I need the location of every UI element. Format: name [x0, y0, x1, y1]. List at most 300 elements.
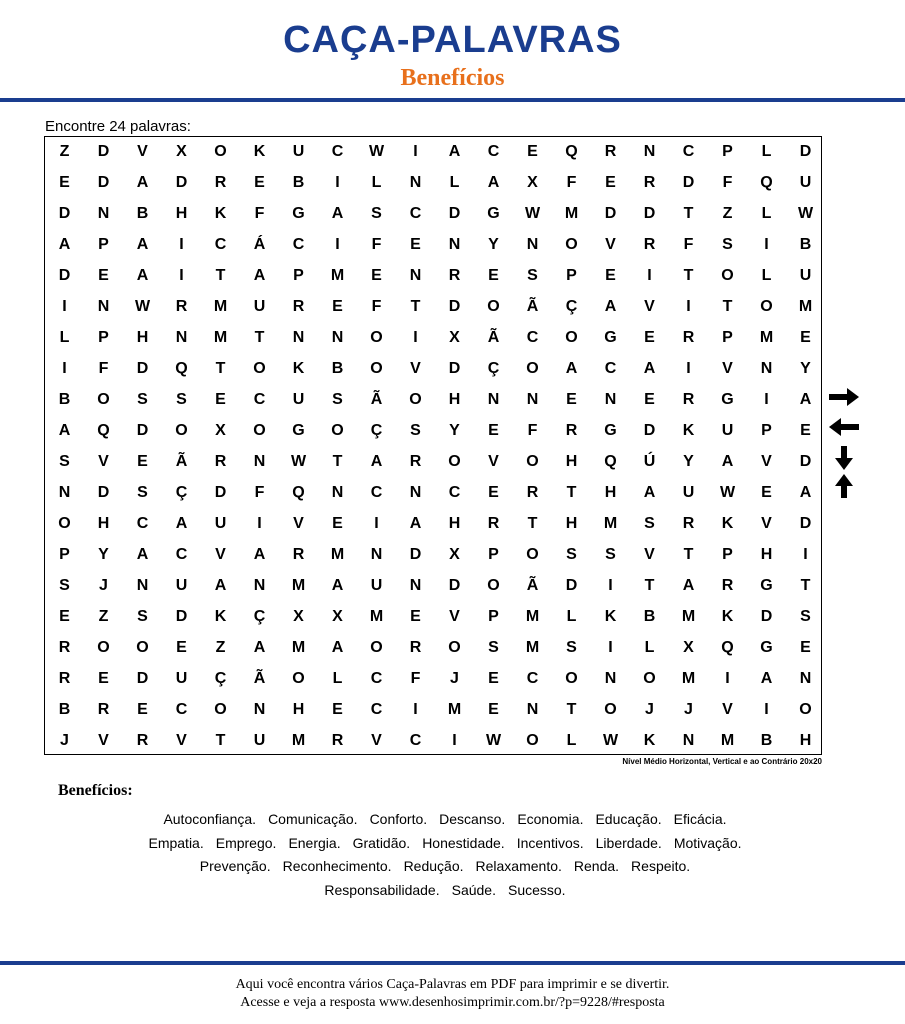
- grid-cell: R: [409, 452, 422, 470]
- grid-cell: A: [565, 359, 578, 377]
- grid-cell: Q: [175, 359, 188, 377]
- grid-cell: A: [448, 142, 461, 160]
- grid-cell: I: [452, 731, 457, 749]
- grid-cell: H: [565, 514, 578, 532]
- grid-cell: H: [292, 700, 305, 718]
- grid-cell: O: [331, 421, 344, 439]
- grid-cell: K: [214, 607, 227, 625]
- grid-cell: D: [214, 483, 227, 501]
- grid-cell: D: [136, 421, 149, 439]
- grid-cell: F: [410, 669, 421, 687]
- grid-cell: A: [799, 390, 812, 408]
- grid-cell: F: [254, 204, 265, 222]
- grid-cell: R: [136, 731, 149, 749]
- word-list-item: Redução.: [403, 858, 464, 874]
- grid-cell: M: [291, 638, 306, 656]
- grid-cell: R: [487, 514, 500, 532]
- grid-cell: A: [643, 359, 656, 377]
- grid-cell: G: [292, 421, 305, 439]
- grid-cell: C: [331, 142, 344, 160]
- grid-cell: E: [488, 421, 499, 439]
- grid-cell: F: [722, 173, 733, 191]
- grid-cell: V: [215, 545, 226, 563]
- grid-cell: N: [487, 390, 500, 408]
- grid-cell: N: [409, 173, 422, 191]
- grid-cell: M: [720, 731, 735, 749]
- grid-cell: M: [330, 266, 345, 284]
- grid-cell: E: [527, 142, 538, 160]
- grid-cell: C: [253, 390, 266, 408]
- grid-cell: J: [645, 700, 654, 718]
- grid-cell: B: [292, 173, 305, 191]
- grid-cell: D: [448, 359, 461, 377]
- grid-cell: E: [98, 266, 109, 284]
- grid-cell: A: [643, 483, 656, 501]
- grid-cell: I: [257, 514, 262, 532]
- grid-cell: T: [644, 576, 655, 594]
- grid-cell: E: [137, 700, 148, 718]
- grid-cell: D: [799, 142, 812, 160]
- grid-cell: E: [605, 173, 616, 191]
- grid-cell: Q: [292, 483, 305, 501]
- grid-cell: S: [566, 545, 577, 563]
- grid-cell: U: [799, 266, 812, 284]
- grid-cell: I: [725, 669, 730, 687]
- grid-cell: D: [175, 607, 188, 625]
- grid-cell: I: [608, 638, 613, 656]
- grid-cell: L: [761, 266, 772, 284]
- grid-cell: Ç: [370, 421, 383, 439]
- grid-cell: N: [331, 483, 344, 501]
- grid-cell: P: [761, 421, 772, 439]
- grid-cell: V: [98, 452, 109, 470]
- top-divider: [0, 98, 905, 102]
- grid-cell: I: [413, 142, 418, 160]
- grid-cell: A: [253, 266, 266, 284]
- grid-cell: D: [604, 204, 617, 222]
- grid-cell: R: [409, 638, 422, 656]
- grid-cell: Y: [800, 359, 811, 377]
- grid-cell: G: [721, 390, 734, 408]
- grid-cell: C: [526, 669, 539, 687]
- grid-cell: R: [721, 576, 734, 594]
- arrow-down-icon: [833, 444, 855, 472]
- grid-cell: K: [682, 421, 695, 439]
- grid-cell: E: [566, 390, 577, 408]
- grid-cell: V: [410, 359, 421, 377]
- bottom-divider: [0, 961, 905, 965]
- grid-cell: V: [176, 731, 187, 749]
- grid-cell: K: [253, 142, 266, 160]
- grid-cell: D: [643, 421, 656, 439]
- grid-cell: N: [760, 359, 773, 377]
- grid-cell: X: [683, 638, 694, 656]
- grid-cell: T: [566, 700, 577, 718]
- grid-cell: Y: [683, 452, 694, 470]
- grid-cell: I: [413, 328, 418, 346]
- grid-cell: D: [448, 297, 461, 315]
- grid-cell: G: [604, 328, 617, 346]
- word-list-item: Honestidade.: [422, 834, 505, 851]
- grid-cell: L: [761, 142, 772, 160]
- grid-cell: I: [413, 700, 418, 718]
- grid-cell: A: [331, 204, 344, 222]
- word-list-item: Conforto.: [369, 811, 428, 827]
- grid-cell: O: [448, 452, 461, 470]
- grid-cell: A: [175, 514, 188, 532]
- grid-cell: N: [253, 700, 266, 718]
- grid-cell: D: [565, 576, 578, 594]
- grid-cell: J: [60, 731, 69, 749]
- footer-line-2: Acesse e veja a resposta www.desenhosimprimir.com.br/?p=9228/#resposta: [240, 995, 665, 1010]
- grid-cell: A: [370, 452, 383, 470]
- grid-cell: N: [409, 483, 422, 501]
- grid-cell: A: [253, 638, 266, 656]
- grid-cell: A: [136, 235, 149, 253]
- grid-cell: Á: [253, 235, 266, 253]
- grid-cell: R: [565, 421, 578, 439]
- grid-cell: V: [722, 700, 733, 718]
- grid-cell: V: [98, 731, 109, 749]
- grid-cell: B: [331, 359, 344, 377]
- word-list-line: [50, 832, 840, 856]
- grid-cell: Ã: [487, 328, 500, 346]
- grid-cell: Ã: [370, 390, 383, 408]
- grid-cell: N: [409, 576, 422, 594]
- grid-cell: A: [760, 669, 773, 687]
- grid-cell: U: [175, 669, 188, 687]
- grid-cell: O: [799, 700, 812, 718]
- grid-cell: G: [760, 576, 773, 594]
- page-subtitle: Benefícios: [400, 65, 505, 91]
- grid-cell: T: [215, 266, 226, 284]
- grid-cell: I: [764, 700, 769, 718]
- grid-cell: U: [253, 297, 266, 315]
- grid-cell: A: [58, 421, 71, 439]
- grid-cell: V: [761, 452, 772, 470]
- grid-cell: Q: [604, 452, 617, 470]
- grid-cell: B: [643, 607, 656, 625]
- grid-cell: Q: [721, 638, 734, 656]
- grid-cell: C: [214, 235, 227, 253]
- grid-cell: A: [604, 297, 617, 315]
- footer-line-1: Aqui você encontra vários Caça-Palavras em PDF para imprimir e se divertir.: [235, 977, 670, 992]
- grid-cell: L: [449, 173, 460, 191]
- grid-cell: O: [604, 700, 617, 718]
- grid-cell: W: [485, 731, 502, 749]
- word-list-item: Comunicação.: [268, 811, 358, 827]
- grid-cell: R: [58, 669, 71, 687]
- grid-cell: R: [214, 173, 227, 191]
- grid-cell: P: [98, 328, 109, 346]
- grid-cell: I: [374, 514, 379, 532]
- word-list-item: Emprego.: [215, 834, 277, 851]
- grid-cell: C: [175, 545, 188, 563]
- grid-cell: F: [566, 173, 577, 191]
- grid-cell: U: [682, 483, 695, 501]
- grid-cell: S: [800, 607, 811, 625]
- grid-cell: H: [604, 483, 617, 501]
- grid-cell: Q: [565, 142, 578, 160]
- grid-cell: U: [721, 421, 734, 439]
- grid-cell: D: [760, 607, 773, 625]
- grid-cell: O: [643, 669, 656, 687]
- grid-cell: A: [331, 638, 344, 656]
- word-list-heading: Benefícios:: [58, 782, 133, 799]
- grid-cell: Y: [488, 235, 499, 253]
- grid-cell: M: [291, 731, 306, 749]
- word-list-item: Liberdade.: [595, 834, 662, 851]
- grid-cell: N: [526, 235, 539, 253]
- grid-cell: O: [58, 514, 71, 532]
- grid-cell: R: [214, 452, 227, 470]
- grid-cell: E: [605, 266, 616, 284]
- grid-cell: I: [608, 576, 613, 594]
- grid-cell: E: [254, 173, 265, 191]
- grid-cell: E: [59, 607, 70, 625]
- grid-cell: V: [137, 142, 148, 160]
- grid-cell: Z: [722, 204, 733, 222]
- grid-cell: R: [448, 266, 461, 284]
- grid-cell: B: [799, 235, 812, 253]
- word-list-item: Economia.: [517, 811, 584, 827]
- grid-cell: E: [644, 390, 655, 408]
- grid-cell: Ç: [565, 297, 578, 315]
- grid-cell: C: [604, 359, 617, 377]
- grid-cell: E: [800, 328, 811, 346]
- grid-cell: R: [292, 297, 305, 315]
- grid-cell: O: [760, 297, 773, 315]
- grid-cell: E: [644, 328, 655, 346]
- grid-cell: K: [643, 731, 656, 749]
- grid-cell: Ã: [526, 297, 539, 315]
- grid-cell: N: [175, 328, 188, 346]
- grid-cell: I: [62, 297, 67, 315]
- grid-cell: Z: [215, 638, 226, 656]
- grid-cell: R: [58, 638, 71, 656]
- grid-cell: M: [798, 297, 813, 315]
- grid-cell: T: [566, 483, 577, 501]
- word-list-line: [50, 879, 840, 903]
- grid-cell: O: [97, 638, 110, 656]
- grid-cell: D: [682, 173, 695, 191]
- grid-cell: L: [371, 173, 382, 191]
- grid-cell: I: [764, 235, 769, 253]
- grid-cell: E: [410, 607, 421, 625]
- grid-cell: N: [58, 483, 71, 501]
- grid-cell: Ã: [175, 452, 188, 470]
- grid-cell: O: [97, 390, 110, 408]
- grid-cell: T: [683, 204, 694, 222]
- grid-cell: C: [409, 731, 422, 749]
- word-list-item: Reconhecimento.: [282, 858, 392, 874]
- grid-cell: C: [370, 700, 383, 718]
- grid-cell: I: [764, 390, 769, 408]
- grid-cell: P: [722, 328, 733, 346]
- grid-cell: F: [98, 359, 109, 377]
- grid-cell: E: [488, 669, 499, 687]
- word-list: [50, 808, 840, 902]
- grid-cell: G: [604, 421, 617, 439]
- grid-cell: V: [605, 235, 616, 253]
- grid-cell: O: [565, 328, 578, 346]
- grid-cell: D: [97, 483, 110, 501]
- grid-cell: N: [331, 328, 344, 346]
- grid-cell: V: [644, 297, 655, 315]
- grid-cell: L: [332, 669, 343, 687]
- grid-cell: O: [565, 235, 578, 253]
- grid-cell: M: [564, 204, 579, 222]
- grid-cell: S: [176, 390, 187, 408]
- grid-cell: A: [331, 576, 344, 594]
- grid-cell: H: [448, 390, 461, 408]
- grid-cell: S: [605, 545, 616, 563]
- grid-cell: B: [760, 731, 773, 749]
- grid-cell: A: [58, 235, 71, 253]
- grid-cell: O: [526, 452, 539, 470]
- grid-cell: D: [643, 204, 656, 222]
- grid-cell: E: [332, 514, 343, 532]
- grid-cell: T: [410, 297, 421, 315]
- grid-cell: N: [682, 731, 695, 749]
- grid-cell: O: [370, 359, 383, 377]
- grid-cell: Z: [59, 142, 70, 160]
- grid-cell: B: [136, 204, 149, 222]
- grid-cell: U: [253, 731, 266, 749]
- grid-cell: H: [97, 514, 110, 532]
- grid-cell: Q: [760, 173, 773, 191]
- grid-cell: C: [682, 142, 695, 160]
- grid-cell: H: [448, 514, 461, 532]
- grid-cell: O: [175, 421, 188, 439]
- grid-cell: X: [449, 545, 460, 563]
- grid-cell: N: [643, 142, 656, 160]
- grid-cell: N: [604, 390, 617, 408]
- grid-cell: M: [759, 328, 774, 346]
- grid-cell: M: [213, 328, 228, 346]
- grid-cell: U: [799, 173, 812, 191]
- grid-cell: I: [647, 266, 652, 284]
- grid-cell: X: [332, 607, 343, 625]
- grid-cell: L: [761, 204, 772, 222]
- grid-cell: E: [800, 421, 811, 439]
- grid-cell: H: [799, 731, 812, 749]
- grid-cell: U: [292, 390, 305, 408]
- grid-cell: E: [761, 483, 772, 501]
- grid-cell: Q: [97, 421, 110, 439]
- grid-cell: D: [448, 576, 461, 594]
- word-list-item: Eficácia.: [673, 811, 727, 827]
- grid-cell: F: [254, 483, 265, 501]
- grid-cell: A: [253, 545, 266, 563]
- grid-cell: L: [644, 638, 655, 656]
- grid-cell: K: [721, 607, 734, 625]
- grid-cell: U: [370, 576, 383, 594]
- grid-cell: A: [487, 173, 500, 191]
- grid-cell: V: [722, 359, 733, 377]
- grid-cell: T: [722, 297, 733, 315]
- grid-cell: S: [566, 638, 577, 656]
- grid-cell: C: [487, 142, 500, 160]
- grid-cell: S: [59, 576, 70, 594]
- grid-cell: M: [291, 576, 306, 594]
- grid-cell: O: [253, 421, 266, 439]
- grid-cell: M: [525, 638, 540, 656]
- grid-cell: E: [137, 452, 148, 470]
- grid-cell: O: [214, 142, 227, 160]
- grid-cell: D: [799, 452, 812, 470]
- grid-cell: M: [681, 607, 696, 625]
- grid-cell: K: [604, 607, 617, 625]
- grid-cell: M: [330, 545, 345, 563]
- grid-cell: F: [371, 297, 382, 315]
- word-list-item: Prevenção.: [199, 858, 271, 874]
- grid-cell: D: [136, 359, 149, 377]
- grid-cell: A: [409, 514, 422, 532]
- word-list-item: Renda.: [573, 858, 620, 874]
- grid-cell: O: [487, 297, 500, 315]
- grid-cell: S: [59, 452, 70, 470]
- grid-cell: W: [797, 204, 814, 222]
- grid-cell: S: [137, 483, 148, 501]
- word-search-grid: [45, 136, 825, 756]
- word-list-item: Sucesso.: [507, 881, 566, 898]
- word-list-item: Empatia.: [148, 834, 204, 851]
- grid-cell: Ã: [253, 669, 266, 687]
- grid-cell: S: [527, 266, 538, 284]
- word-list-item: Autoconfiança.: [163, 811, 257, 827]
- grid-cell: O: [214, 700, 227, 718]
- grid-cell: I: [686, 359, 691, 377]
- grid-cell: E: [800, 638, 811, 656]
- grid-cell: O: [253, 359, 266, 377]
- grid-cell: R: [331, 731, 344, 749]
- grid-cell: F: [683, 235, 694, 253]
- grid-cell: D: [58, 266, 71, 284]
- grid-cell: W: [290, 452, 307, 470]
- grid-cell: V: [449, 607, 460, 625]
- grid-cell: N: [97, 204, 110, 222]
- grid-cell: U: [292, 142, 305, 160]
- grid-cell: C: [526, 328, 539, 346]
- grid-cell: K: [721, 514, 734, 532]
- grid-cell: S: [644, 514, 655, 532]
- grid-cell: H: [565, 452, 578, 470]
- grid-cell: X: [293, 607, 304, 625]
- grid-cell: O: [370, 638, 383, 656]
- grid-cell: I: [179, 266, 184, 284]
- arrow-right-icon: [827, 386, 861, 408]
- grid-cell: F: [371, 235, 382, 253]
- grid-cell: Z: [98, 607, 109, 625]
- grid-cell: K: [292, 359, 305, 377]
- grid-cell: N: [526, 700, 539, 718]
- grid-cell: D: [448, 204, 461, 222]
- grid-cell: J: [684, 700, 693, 718]
- grid-cell: S: [488, 638, 499, 656]
- grid-cell: E: [98, 669, 109, 687]
- grid-cell: S: [371, 204, 382, 222]
- grid-cell: Ç: [253, 607, 266, 625]
- grid-cell: Ã: [526, 576, 539, 594]
- grid-cell: Y: [449, 421, 460, 439]
- grid-cell: E: [488, 483, 499, 501]
- grid-cell: Ú: [643, 452, 656, 470]
- word-list-item: Responsabilidade.: [324, 881, 440, 898]
- grid-cell: Y: [98, 545, 109, 563]
- grid-cell: U: [214, 514, 227, 532]
- grid-cell: R: [97, 700, 110, 718]
